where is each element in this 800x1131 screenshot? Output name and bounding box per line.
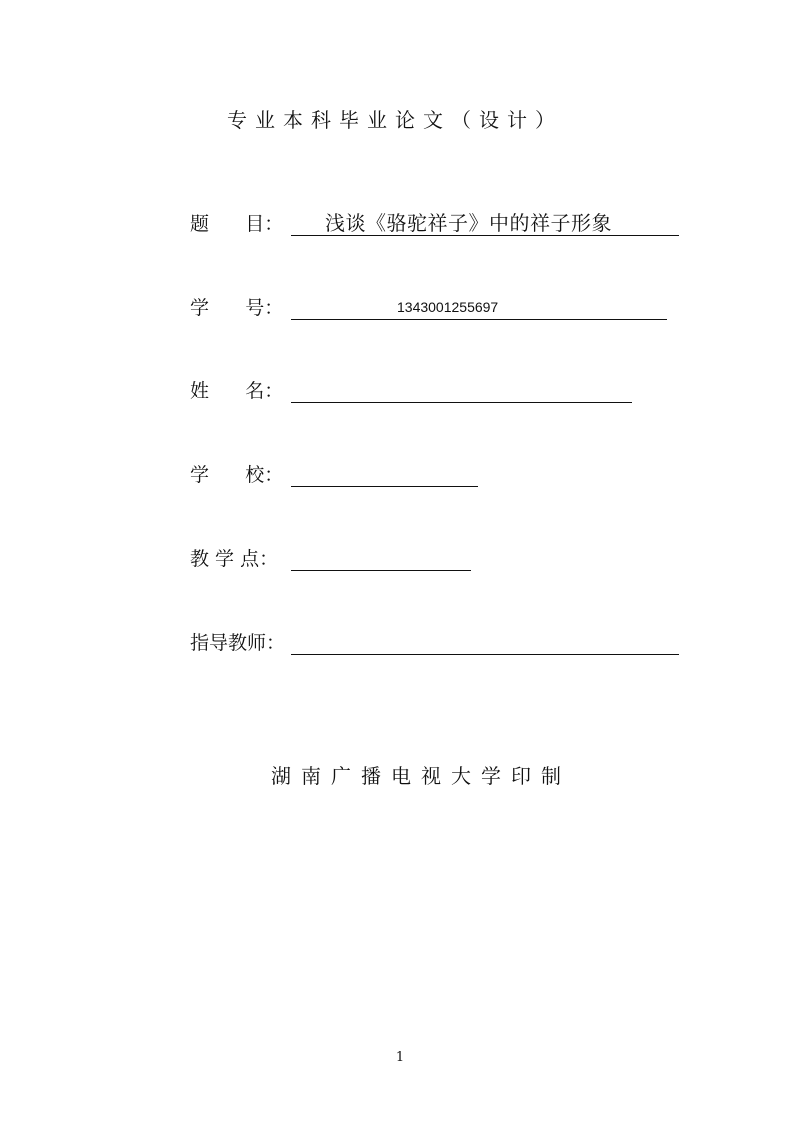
name-label: 姓 名： — [190, 380, 284, 402]
topic-field — [190, 200, 680, 236]
school-underline — [291, 462, 478, 487]
study-center-underline — [291, 546, 471, 571]
page-number: 1 — [395, 1050, 405, 1065]
advisor-underline — [291, 630, 679, 655]
study-center-label: 教 学 点： — [190, 548, 279, 570]
topic-label: 题 目： — [190, 213, 284, 235]
name-field — [190, 367, 640, 403]
school-label: 学 校： — [190, 464, 284, 486]
advisor-field — [190, 619, 682, 655]
student-id-underline — [291, 295, 667, 320]
document-title: 专业本科毕业论文（设计） — [227, 108, 563, 132]
publisher-imprint: 湖南广播电视大学印制 — [271, 764, 571, 788]
student-id-field — [190, 284, 670, 320]
study-center-field — [190, 535, 480, 571]
topic-underline — [291, 211, 679, 236]
school-field — [190, 451, 490, 487]
student-id-label: 学 号： — [190, 297, 284, 319]
topic-value: 浅谈《骆驼祥子》中的祥子形象 — [325, 211, 612, 235]
student-id-value: 1343001255697 — [397, 299, 499, 315]
name-underline — [291, 378, 632, 403]
advisor-label: 指导教师： — [190, 632, 286, 654]
